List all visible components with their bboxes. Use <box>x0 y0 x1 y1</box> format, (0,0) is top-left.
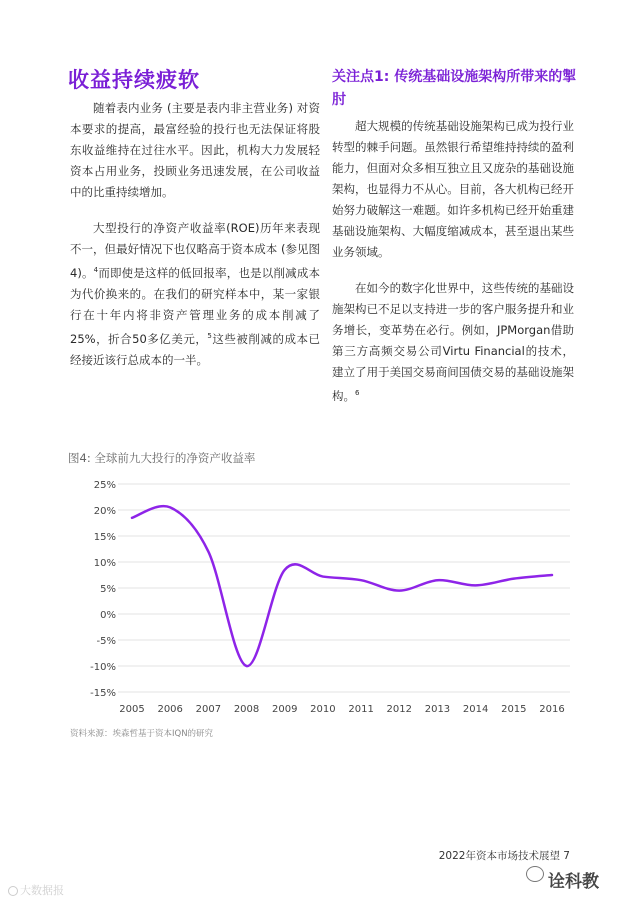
x-tick-label: 2015 <box>501 704 527 715</box>
right-paragraph-2 <box>332 278 574 407</box>
y-tick-label: 25% <box>93 480 116 491</box>
y-tick-label: 0% <box>100 610 116 621</box>
x-tick-label: 2006 <box>157 704 183 715</box>
watermark-right: 诠科教 <box>548 872 599 892</box>
page-footer: 2022年资本市场技术展望 7 <box>438 850 570 862</box>
y-tick-label: 5% <box>100 584 116 595</box>
y-tick-label: -15% <box>90 688 116 699</box>
x-tick-label: 2005 <box>119 704 145 715</box>
figure-source: 资料来源：埃森哲基于资本IQN的研究 <box>70 729 214 739</box>
right-paragraph-1: 超大规模的传统基础设施架构已成为投行业转型的棘手问题。虽然银行希望维持持续的盈利能力，但面对众多相互独立且又庞杂的基础设施架构，也显得力不从心。目前，各大机构已经开始努力破解这一难题。如许多机构已经开始重建基础设施架构、大幅度缩减成本，甚至退出某些业务领域。 <box>332 119 574 259</box>
left-paragraph-2 <box>70 218 320 371</box>
x-tick-label: 2016 <box>539 704 565 715</box>
data-point <box>398 590 400 592</box>
data-point <box>322 576 324 578</box>
footnote-6: 6 <box>355 389 360 397</box>
focus-title: 关注点1: 传统基础设施架构所带来的掣肘 <box>332 69 577 108</box>
watermark-logo-icon <box>8 886 18 896</box>
left-paragraph-1: 随着表内业务 (主要是表内非主营业务) 对资本要求的提高，最富经验的投行也无法保证将股东收益维持在过往水平。因此，机构大力发展轻资本占用业务，投顾业务迅速发展，在公司收益中的比重持续增加。 <box>70 101 320 199</box>
x-tick-label: 2014 <box>462 704 489 715</box>
data-point <box>513 578 515 580</box>
y-tick-label: 10% <box>93 558 116 569</box>
x-tick-label: 2012 <box>386 704 412 715</box>
data-point <box>360 579 362 581</box>
data-point <box>131 517 133 519</box>
roe-series-line <box>132 506 552 666</box>
y-tick-label: -5% <box>96 636 116 647</box>
wechat-icon <box>526 866 544 882</box>
x-tick-label: 2011 <box>348 704 374 715</box>
data-point <box>436 579 438 581</box>
figure-title: 图4: 全球前九大投行的净资产收益率 <box>68 451 256 465</box>
y-tick-label: 15% <box>93 532 116 543</box>
y-tick-label: 20% <box>93 506 116 517</box>
x-tick-label: 2007 <box>195 704 222 715</box>
right-p2-text: 在如今的数字化世界中，这些传统的基础设施架构已不足以支持进一步的客户服务提升和业务增长，变革势在必行。例如，JPMorgan借助第三方高频交易公司Virtu Financial的技术，建立了用于美国交易商间国债交易的基础设施架构。 <box>332 281 574 403</box>
data-point <box>246 665 248 667</box>
left-p2-text-b: 而即使是这样的低回报率，也是以削减成本为代价换来的。在我们的研究样本中，某一家银行在十年内将非资产管理业务的成本削减了25%，折合50多亿美元， <box>70 265 321 346</box>
x-tick-label: 2008 <box>233 704 260 715</box>
left-p2-text-c: 这些被削减的成本已经接近该行总成本的一半。 <box>70 331 320 367</box>
watermark-left: 大数据报 <box>20 884 64 897</box>
y-tick-label: -10% <box>90 662 116 673</box>
section-title: 收益持续疲软 <box>68 68 200 92</box>
data-point <box>551 574 553 576</box>
roe-line-chart <box>60 470 580 720</box>
data-point <box>169 506 171 508</box>
x-tick-label: 2013 <box>424 704 451 715</box>
footnote-4: 4 <box>93 266 99 274</box>
footnote-5: 5 <box>207 331 212 340</box>
left-p2-text-a: 大型投行的净资产收益率(ROE)历年来表现不一，但最好情况下也仅略高于资本成本 (参见图4)。 <box>70 221 320 280</box>
x-tick-label: 2009 <box>272 704 298 715</box>
data-point <box>475 584 477 586</box>
data-point <box>207 551 209 553</box>
x-tick-label: 2010 <box>310 704 336 715</box>
data-point <box>284 569 286 571</box>
